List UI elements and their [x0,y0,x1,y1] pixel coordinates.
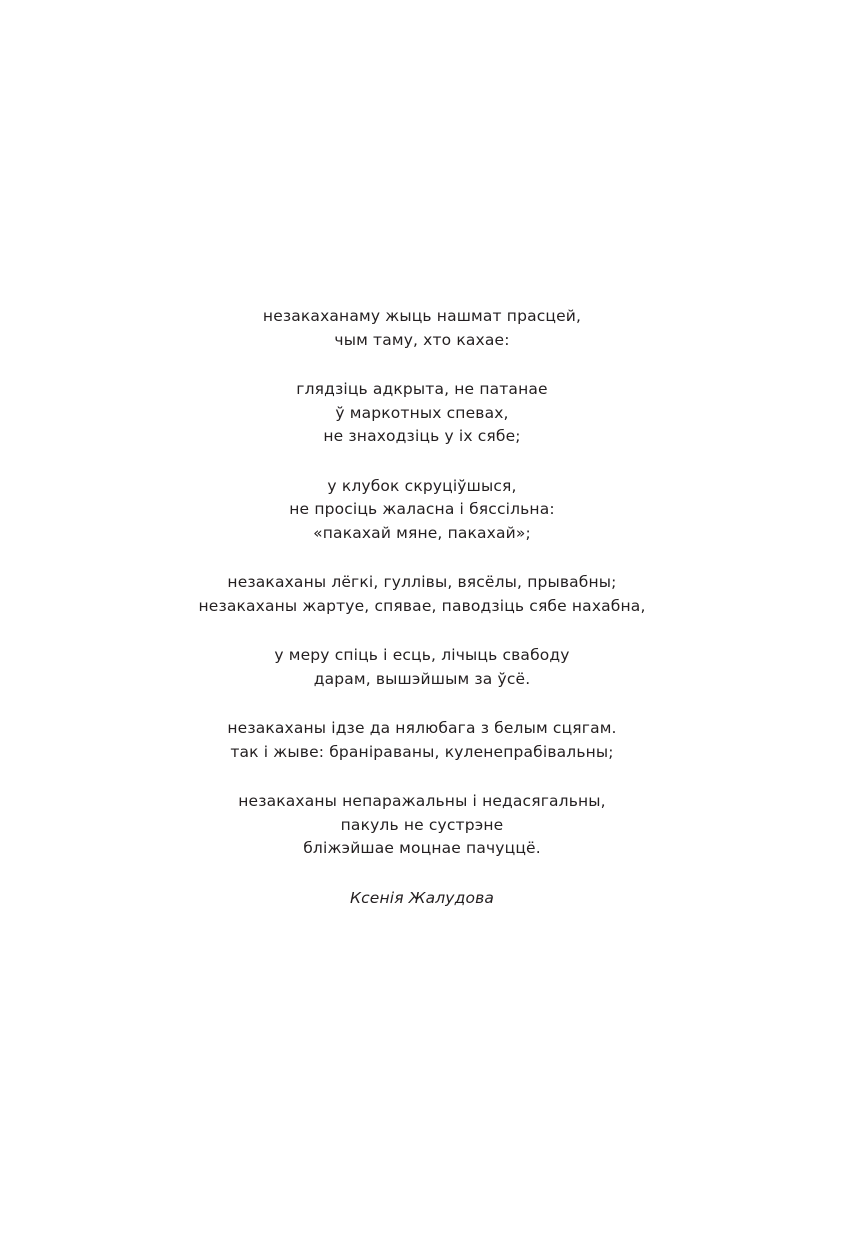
poem-line: так і жыве: браніраваны, куленепрабівальны; [230,742,614,761]
poem-stanza [0,717,844,764]
poem-stanza [0,378,844,449]
poem-stanza [0,571,844,618]
poem-author: Ксенія Жалудова [349,888,495,907]
poem-line: бліжэйшае моцнае пачуццё. [303,839,541,857]
poem-stanza [0,305,844,352]
poem-line: «пакахай мяне, пакахай»; [313,523,531,542]
poem-line: пакуль не сустрэне [340,815,504,834]
poem-line: незакаханы лёгкі, гуллівы, вясёлы, прывабны; [227,573,617,591]
poem-stanza [0,644,844,691]
poem-line: у клубок скруціўшыся, [327,476,517,495]
poem-line: незакаханаму жыць нашмат прасцей, [262,307,582,325]
poem-body [0,305,844,910]
poem-line: незакаханы непаражальны і недасягальны, [238,792,606,810]
poem-line: не знаходзіць у іх сябе; [323,427,521,445]
poem-line: дарам, вышэйшым за ўсё. [313,669,531,688]
poem-line: незакаханы ідзе да нялюбага з белым сцягам. [227,719,617,737]
poem-line: чым таму, хто кахае: [334,330,510,349]
poem-stanza [0,790,844,861]
poem-line: у меру спіць і есць, лічыць свабоду [274,646,570,664]
poem-stanza [0,475,844,546]
poem-line: незакаханы жартуе, спявае, паводзіць сябе нахабна, [198,596,646,615]
poem-line: глядзіць адкрыта, не патанае [296,380,548,398]
poem-line: не просіць жаласна і бяссільна: [289,500,555,518]
poem-line: ў маркотных спевах, [335,403,509,422]
